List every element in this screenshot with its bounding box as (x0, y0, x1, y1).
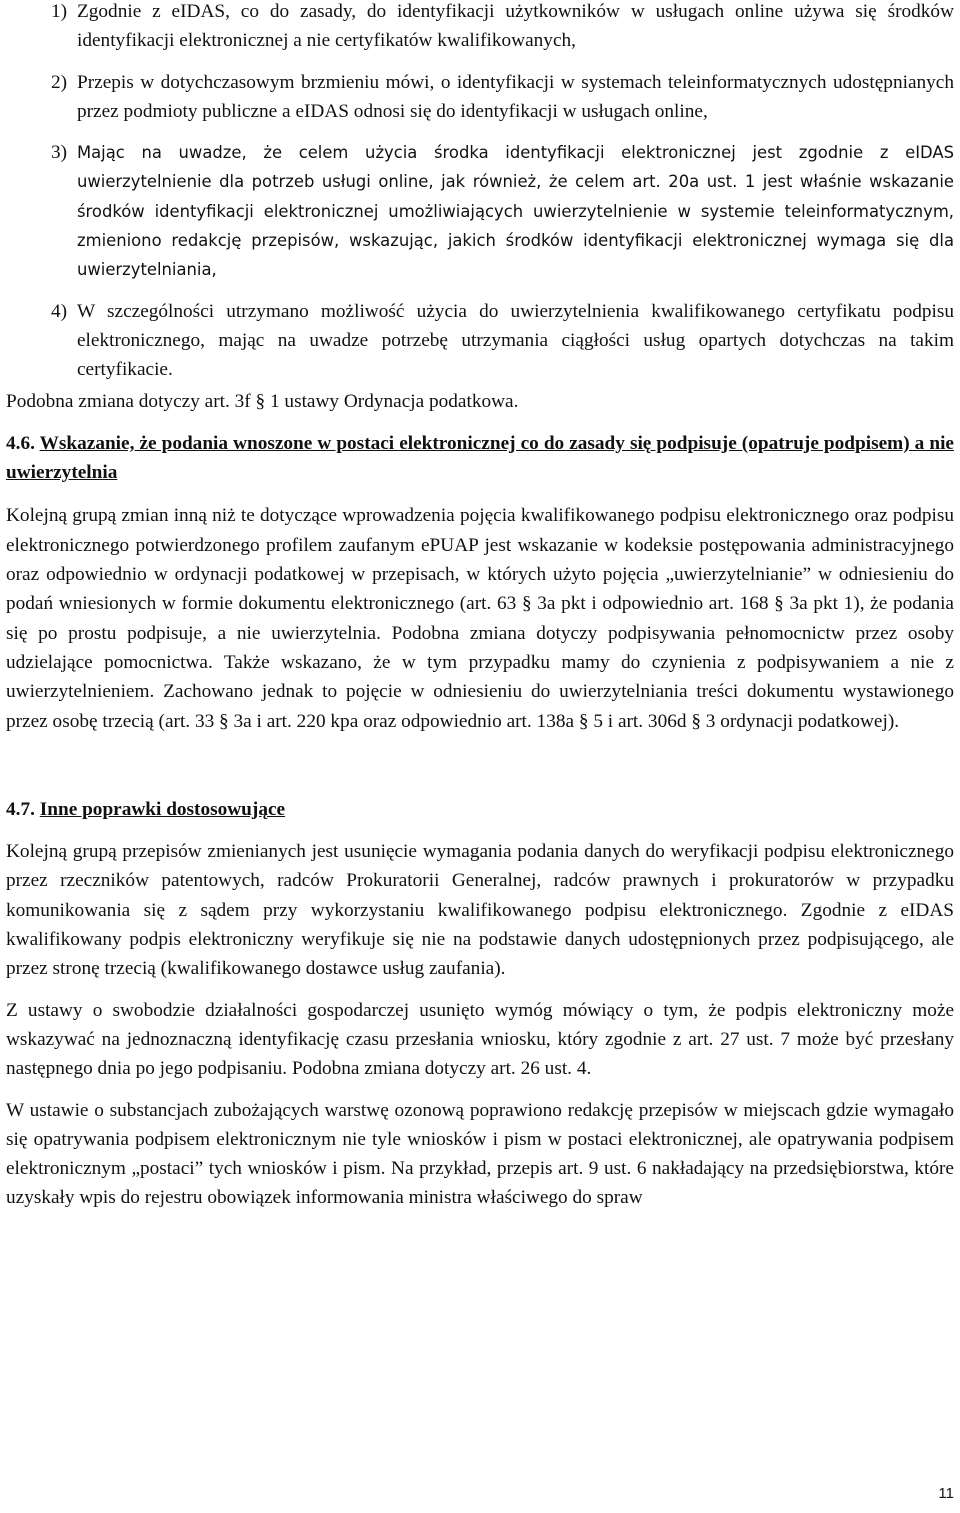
section-heading (6, 429, 954, 488)
paragraph: W ustawie o substancjach zubożających warstwę ozonową poprawiono redakcję przepisów w miejscach gdzie wymagało się opatrywania podpisem elektronicznym nie tyle wniosków i pism w postaci elektronicznej, ale opatrywania podpisem elektronicznym „postaci” tych wniosków i pism. Na przykład, przepis art. 9 ust. 6 nakładający na przedsiębiorstwa, które uzyskały wpis do rejestru obowiązek informowania ministra właściwego do spraw (6, 1099, 954, 1209)
paragraph: Kolejną grupą przepisów zmienianych jest usunięcie wymagania podania danych do weryfikacji podpisu elektronicznego przez rzeczników patentowych, radców Prokuratorii Generalnej, radców prawnych i prokuratorów w przypadku komunikowania się z sądem przy wykorzystaniu kwalifikowanego podpisu elektronicznego. Zgodnie z eIDAS kwalifikowany podpis elektroniczny weryfikuje się nie na podstawie danych udostępnionych przez podpisującego, ale przez stronę trzecią (kwalifikowanego dostawce usług zaufania). (6, 841, 954, 980)
list-item-text: Zgodnie z eIDAS, co do zasady, do identyfikacji użytkowników w usługach online używa się środków identyfikacji elektronicznej a nie certyfikatów kwalifikowanych, (77, 1, 954, 52)
section-title: Wskazanie, że podania wnoszone w postaci elektronicznej co do zasady się podpisuje (opatruje podpisem) a nie uwierzytelnia (6, 432, 954, 484)
section-title: Inne poprawki dostosowujące (39, 798, 286, 820)
section-number: 4.7. (6, 798, 35, 820)
list-item-text: Przepis w dotychczasowym brzmieniu mówi, o identyfikacji w systemach teleinformatycznych udostępnianych przez podmioty publiczne a eIDAS odnosi się do identyfikacji w usługach online, (77, 71, 954, 122)
list-item (6, 68, 954, 127)
list-item (6, 0, 954, 56)
paragraph: Z ustawy o swobodzie działalności gospodarczej usunięto wymóg mówiący o tym, że podpis elektroniczny może wskazywać na jednoznaczną identyfikację czasu przesłania wniosku, który zgodnie z art. 27 ust. 7 może być przesłany następnego dnia po jego podpisaniu. Podobna zmiana dotyczy art. 26 ust. 4. (6, 999, 954, 1080)
paragraph: Podobna zmiana dotyczy art. 3f § 1 ustawy Ordynacja podatkowa. (6, 390, 519, 412)
list-item (6, 297, 954, 385)
list-item-text: Mając na uwadze, że celem użycia środka identyfikacji elektronicznej jest zgodnie z eIDAS uwierzytelnienie dla potrzeb usługi online, jak również, że celem art. 20a ust. 1 jest właśnie wskazanie środków identyfikacji elektronicznej umożliwiających uwierzytelnienie w systemie teleinformatycznym, zmieniono redakcję przepisów, wskazując, jakich środków identyfikacji elektronicznej wymaga się dla uwierzytelniania, (77, 143, 954, 280)
list-item-number: 4) (51, 300, 68, 322)
paragraph: Kolejną grupą zmian inną niż te dotyczące wprowadzenia pojęcia kwalifikowanego podpisu elektronicznego oraz podpisu elektronicznego potwierdzonego profilem zaufanym ePUAP jest wskazanie w kodeksie postępowania administracyjnego oraz odpowiednio w ordynacji podatkowej w przepisach, w których użyto pojęcia „uwierzytelnianie” w odniesieniu do podań wniesionych w formie dokumentu elektronicznego (art. 63 § 3a pkt i odpowiednio art. 168 § 3a pkt 1), że podania się po prostu podpisuje, a nie uwierzytelnia. Podobna zmiana dotyczy podpisywania pełnomocnictw przez osoby udzielające pomocnictwa. Także wskazano, że w tym przypadku mamy do czynienia z podpisywaniem a nie z uwierzytelnieniem. Zachowano jednak to pojęcie w odniesieniu do uwierzytelniania treści dokumentu wystawionego przez osobę trzecią (art. 33 § 3a i art. 220 kpa oraz odpowiednio art. 138a § 5 i art. 306d § 3 ordynacji podatkowej). (6, 505, 954, 732)
numbered-list (6, 0, 954, 385)
list-item-number: 2) (51, 71, 68, 93)
section-heading (6, 795, 954, 824)
page-number: 11 (938, 1485, 954, 1502)
section-number: 4.6. (6, 432, 35, 454)
list-item-text: W szczególności utrzymano możliwość użycia do uwierzytelnienia kwalifikowanego certyfikatu podpisu elektronicznego, mając na uwadze potrzebę utrzymania ciągłości usług opartych dotychczas na takim certyfikacie. (77, 300, 954, 381)
list-item (6, 138, 954, 284)
list-item-number: 3) (51, 142, 68, 164)
list-item-number: 1) (51, 1, 68, 22)
